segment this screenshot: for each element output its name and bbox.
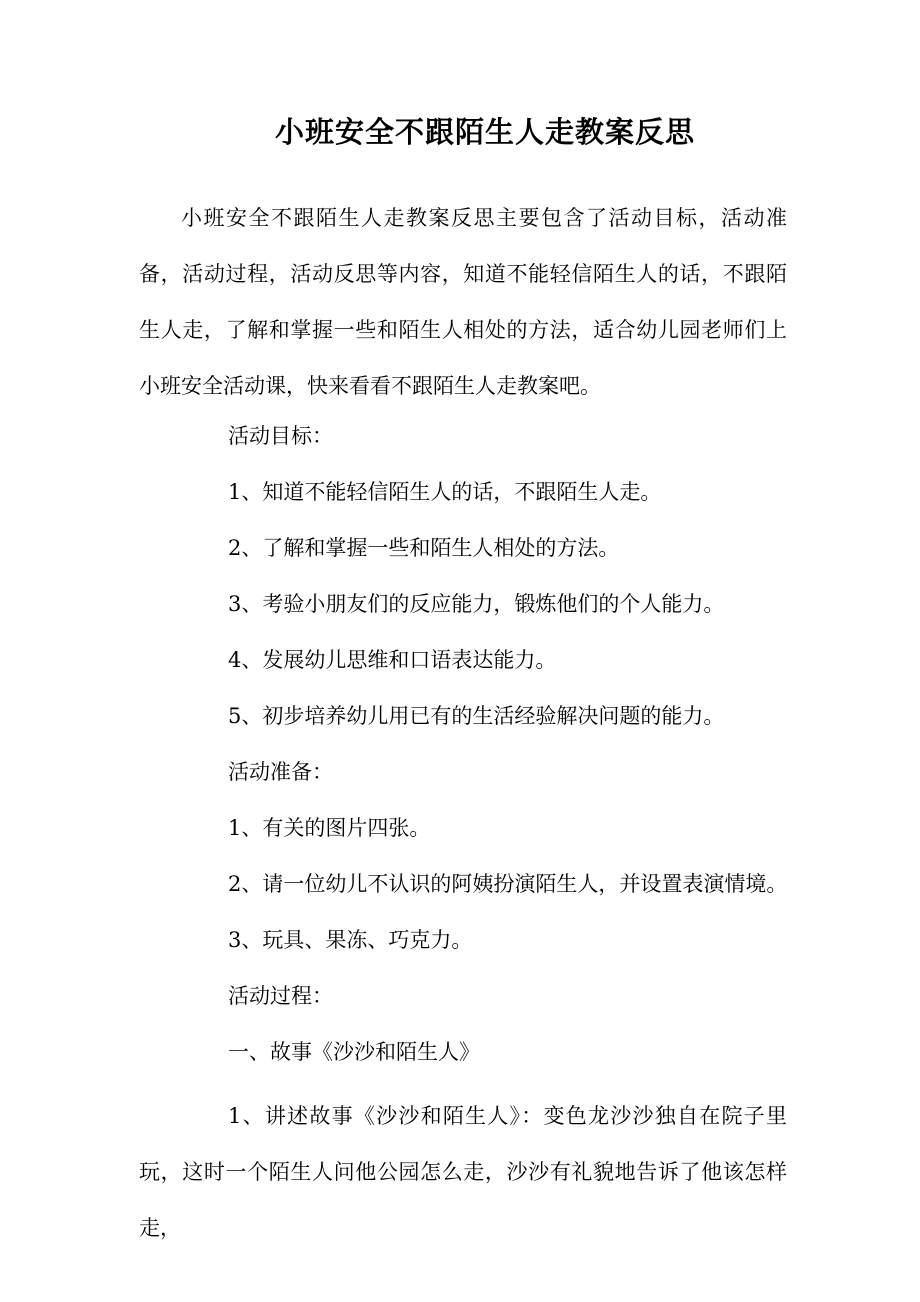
story-paragraph: 1、讲述故事《沙沙和陌生人》：变色龙沙沙独自在院子里玩，这时一个陌生人问他公园怎么走，沙沙有礼貌地告诉了他该怎样走，	[139, 1104, 787, 1240]
section-one-heading: 一、故事《沙沙和陌生人》	[228, 1040, 480, 1064]
prep-item-2: 2、请一位幼儿不认识的阿姨扮演陌生人，并设置表演情境。	[228, 872, 788, 896]
prep-heading: 活动准备：	[228, 760, 333, 784]
goal-item-2: 2、了解和掌握一些和陌生人相处的方法。	[228, 536, 620, 560]
goal-item-1: 1、知道不能轻信陌生人的话，不跟陌生人走。	[228, 480, 662, 504]
document-title: 小班安全不跟陌生人走教案反思	[274, 115, 695, 149]
goal-item-4: 4、发展幼儿思维和口语表达能力。	[228, 648, 557, 672]
goal-item-3: 3、考验小朋友们的反应能力，锻炼他们的个人能力。	[228, 592, 725, 616]
process-heading: 活动过程：	[228, 984, 333, 1008]
goal-item-5: 5、初步培养幼儿用已有的生活经验解决问题的能力。	[228, 704, 725, 728]
prep-item-1: 1、有关的图片四张。	[228, 816, 431, 840]
intro-paragraph: 小班安全不跟陌生人走教案反思主要包含了活动目标，活动准备，活动过程，活动反思等内容，知道不能轻信陌生人的话，不跟陌生人走，了解和掌握一些和陌生人相处的方法，适合幼儿园老师们上小班安全活动课，快来看看不跟陌生人走教案吧。	[139, 206, 787, 398]
goals-heading: 活动目标：	[228, 424, 333, 448]
prep-item-3: 3、玩具、果冻、巧克力。	[228, 928, 473, 952]
